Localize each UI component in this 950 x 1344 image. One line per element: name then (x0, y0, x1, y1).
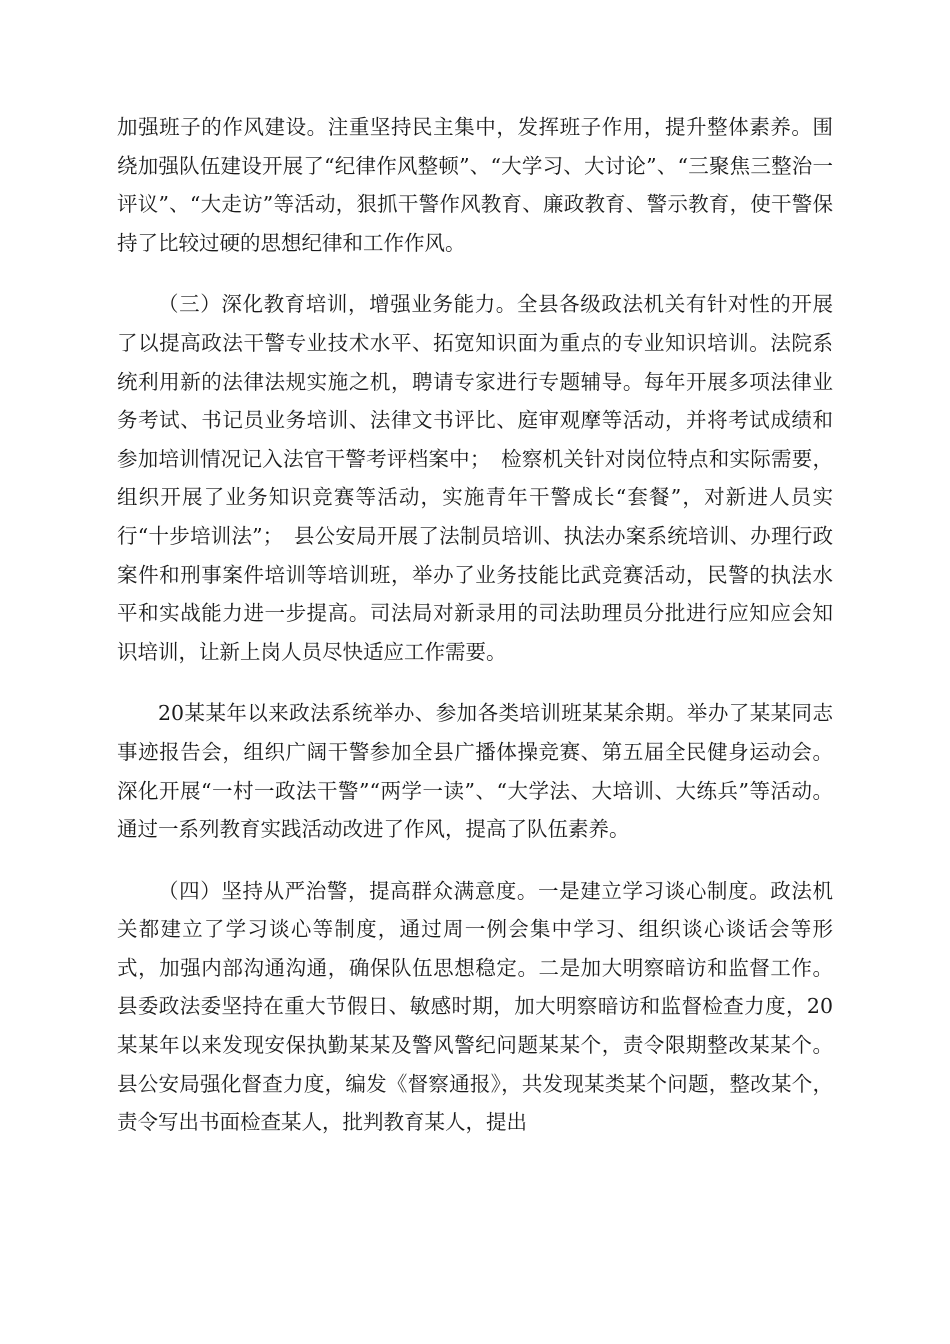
paragraph-continuation: 加强班子的作风建设。注重坚持民主集中，发挥班子作用，提升整体素养。围绕加强队伍建设开展了“纪律作风整顿”、“大学习、大讨论”、“三聚焦三整治一评议”、“大走访”等活动，狠抓干警作风教育、廉政教育、警示教育，使干警保持了比较过硬的思想纪律和工作作风。 (117, 115, 833, 255)
paragraph-training-activities: 20某某年以来政法系统举办、参加各类培训班某某余期。举办了某某同志事迹报告会，组织广阔干警参加全县广播体操竞赛、第五届全民健身运动会。深化开展“一村一政法干警”“两学一读”、“大学法、大培训、大练兵”等活动。通过一系列教育实践活动改进了作风，提高了队伍素养。 (117, 701, 833, 842)
paragraph-strict-management: （四）坚持从严治警，提高群众满意度。一是建立学习谈心制度。政法机关都建立了学习谈心等制度，通过周一例会集中学习、组织谈心谈话会等形式，加强内部沟通沟通，确保队伍思想稳定。二是加大明察暗访和监督工作。县委政法委坚持在重大节假日、敏感时期，加大明察暗访和监督检查力度，20某某年以来发现安保执勤某某及警风警纪问题某某个，责令限期整改某某个。县公安局强化督查力度，编发《督察通报》，共发现某类某个问题，整改某个，责令写出书面检查某人，批判教育某人，提出 (117, 878, 833, 1135)
paragraph-education-training: （三）深化教育培训，增强业务能力。全县各级政法机关有针对性的开展了以提高政法干警专业技术水平、拓宽知识面为重点的专业知识培训。法院系统利用新的法律法规实施之机，聘请专家进行专题辅导。每年开展多项法律业务考试、书记员业务培训、法律文书评比、庭审观摩等活动，并将考试成绩和参加培训情况记入法官干警考评档案中； 检察机关针对岗位特点和实际需要，组织开展了业务知识竞赛等活动，实施青年干警成长“套餐”，对新进人员实行“十步培训法”； 县公安局开展了法制员培训、执法办案系统培训、办理行政案件和刑事案件培训等培训班，举办了业务技能比武竞赛活动，民警的执法水平和实战能力进一步提高。司法局对新录用的司法助理员分批进行应知应会知识培训，让新上岗人员尽快适应工作需要。 (117, 292, 833, 664)
document-body (117, 108, 833, 1142)
